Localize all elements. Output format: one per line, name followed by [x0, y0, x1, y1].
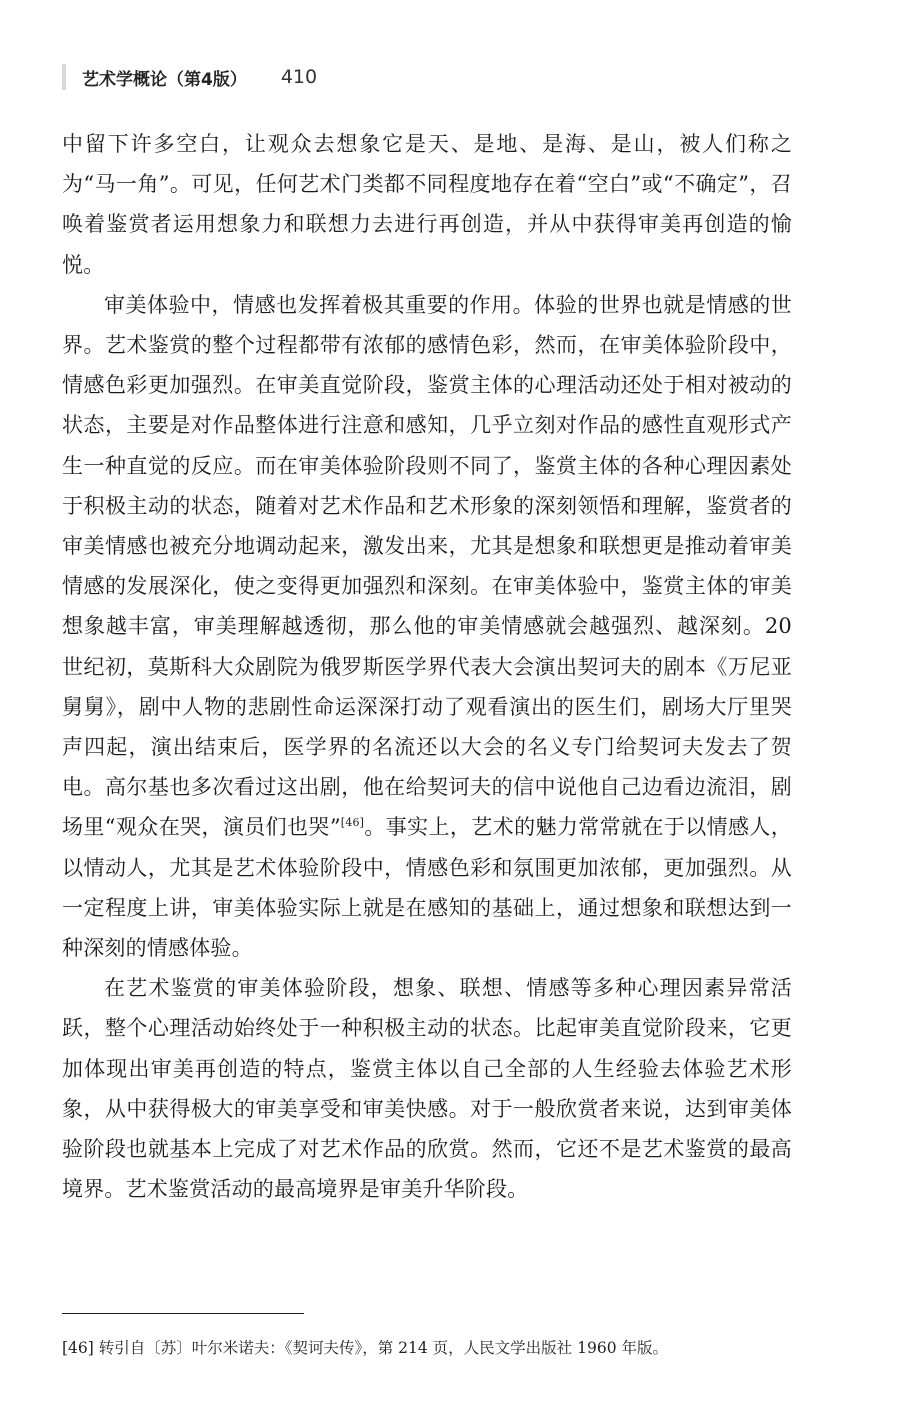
paragraph-emotion	[62, 285, 792, 968]
footnote: [46] 转引自〔苏〕叶尔米诺夫：《契诃夫传》，第 214 页，人民文学出版社 1960 年版。	[62, 1339, 668, 1357]
running-header	[62, 62, 317, 92]
paragraph-text: 。事实上，艺术的魅力常常就在于以情感人，以情动人，尤其是艺术体验阶段中，情感色彩和氛围更加浓郁，更加强烈。从一定程度上讲，审美体验实际上就是在感知的基础上，通过想象和联想达到一种深刻的情感体验。	[62, 815, 792, 961]
header-edge-mark	[62, 64, 66, 90]
footnote-reference[interactable]: [46]	[340, 816, 365, 830]
paragraph-continued: 中留下许多空白，让观众去想象它是天、是地、是海、是山，被人们称之为“马一角”。可见，任何艺术门类都不同程度地存在着“空白”或“不确定”，召唤着鉴赏者运用想象力和联想力去进行再创造，并从中获得审美再创造的愉悦。	[62, 132, 792, 277]
paragraph-text: 审美体验中，情感也发挥着极其重要的作用。体验的世界也就是情感的世界。艺术鉴赏的整个过程都带有浓郁的感情色彩，然而，在审美体验阶段中，情感色彩更加强烈。在审美直觉阶段，鉴赏主体的心理活动还处于相对被动的状态，主要是对作品整体进行注意和感知，几乎立刻对作品的感性直观形式产生一种直觉的反应。而在审美体验阶段则不同了，鉴赏主体的各种心理因素处于积极主动的状态，随着对艺术作品和艺术形象的深刻领悟和理解，鉴赏者的审美情感也被充分地调动起来，激发出来，尤其是想象和联想更是推动着审美情感的发展深化，使之变得更加强烈和深刻。在审美体验中，鉴赏主体的审美想象越丰富，审美理解越透彻，那么他的审美情感就会越强烈、越深刻。20 世纪初，莫斯科大众剧院为俄罗斯医学界代表大会演出契诃夫的剧本《万尼亚舅舅》，剧中人物的悲剧性命运深深打动了观看演出的医生们，剧场大厅里哭声四起，演出结束后，医学界的名流还以大会的名义专门给契诃夫发去了贺电。高尔基也多次看过这出剧，他在给契诃夫的信中说他自己边看边流泪，剧场里“观众在哭，演员们也哭”	[62, 292, 792, 840]
page-number: 410	[280, 66, 318, 88]
book-title: 艺术学概论（第4版）	[82, 69, 247, 90]
paragraph-experience-stage: 在艺术鉴赏的审美体验阶段，想象、联想、情感等多种心理因素异常活跃，整个心理活动始终处于一种积极主动的状态。比起审美直觉阶段来，它更加体现出审美再创造的特点，鉴赏主体以自己全部的人生经验去体验艺术形象，从中获得极大的审美享受和审美快感。对于一般欣赏者来说，达到审美体验阶段也就基本上完成了对艺术作品的欣赏。然而，它还不是艺术鉴赏的最高境界。艺术鉴赏活动的最高境界是审美升华阶段。	[62, 976, 792, 1202]
footnote-divider	[62, 1313, 304, 1314]
body-text	[62, 124, 792, 1209]
